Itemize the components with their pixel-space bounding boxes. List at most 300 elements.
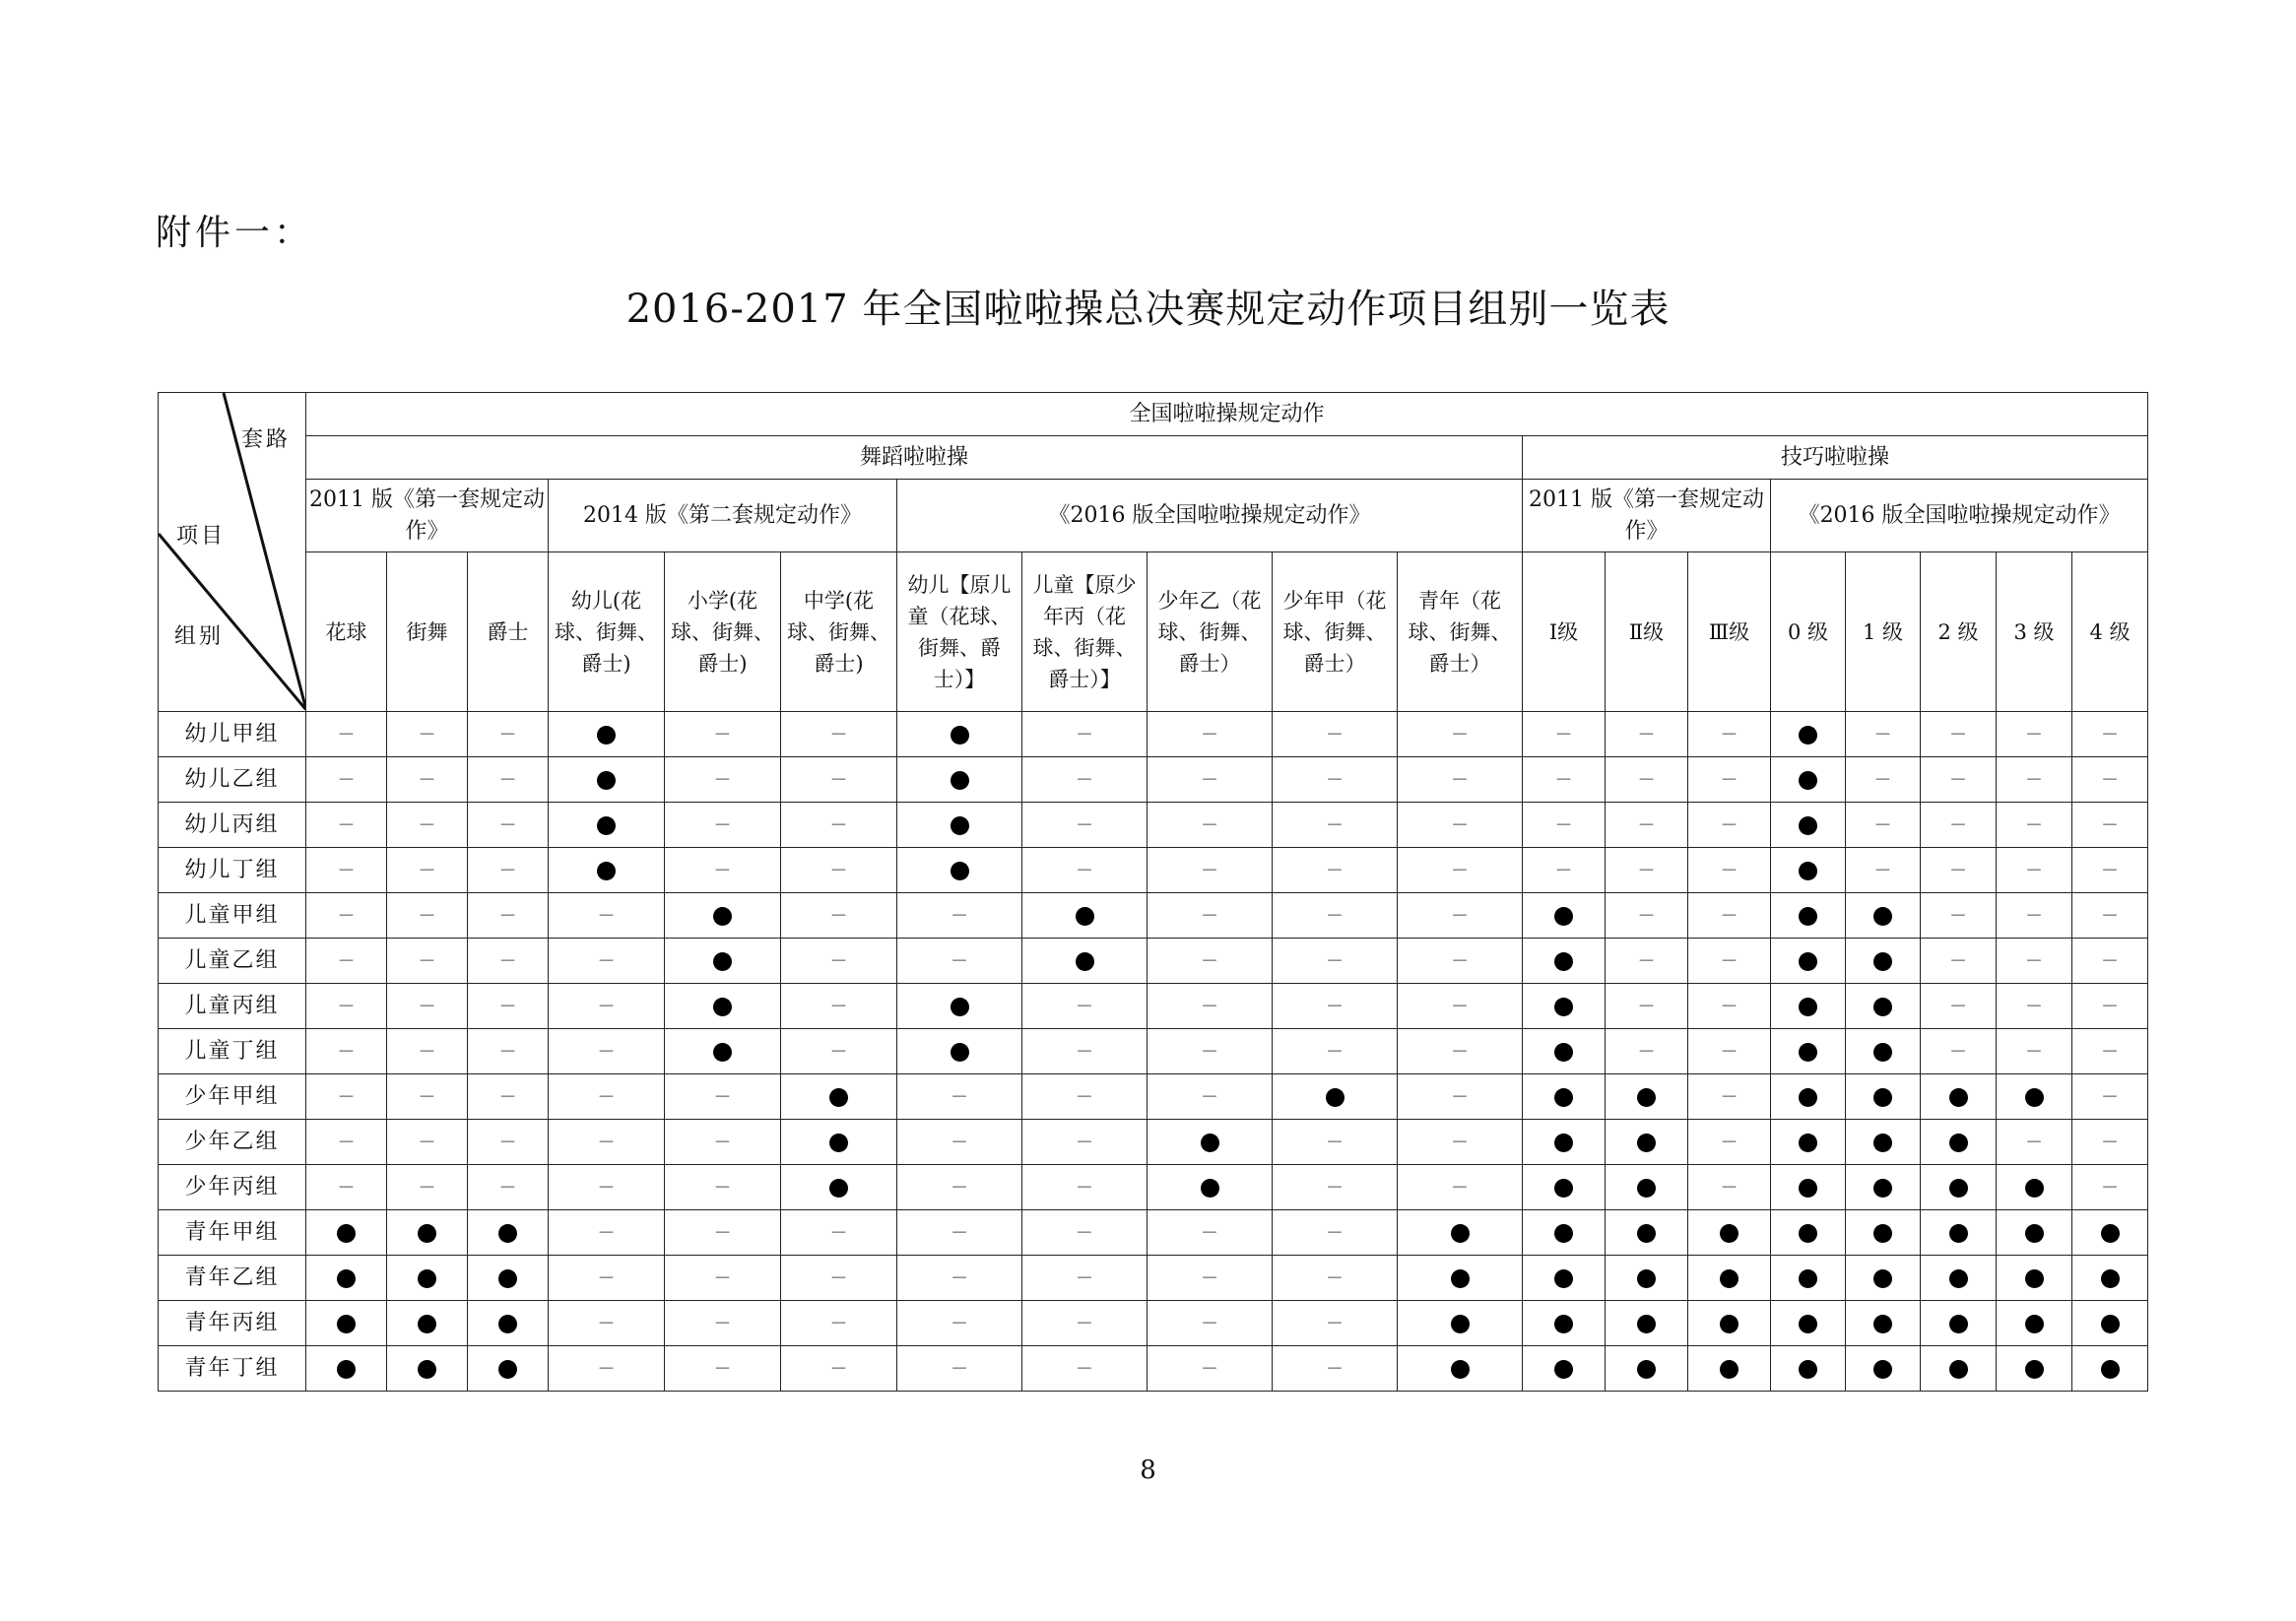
not-included-dash: － bbox=[1076, 1267, 1093, 1289]
table-cell bbox=[1997, 1301, 2072, 1346]
not-included-dash: － bbox=[829, 1358, 848, 1380]
not-included-dash: － bbox=[1873, 724, 1892, 746]
not-included-dash: － bbox=[2025, 769, 2043, 791]
not-included-dash: － bbox=[337, 814, 356, 836]
table-cell bbox=[1148, 757, 1273, 803]
table-cell bbox=[1688, 1165, 1771, 1210]
table-cell bbox=[1523, 803, 1606, 848]
not-included-dash: － bbox=[498, 905, 517, 927]
table-cell bbox=[1523, 1256, 1606, 1301]
table-cell bbox=[897, 1210, 1022, 1256]
table-cell bbox=[1771, 1346, 1846, 1392]
table-cell bbox=[1148, 1074, 1273, 1120]
table-cell bbox=[781, 757, 897, 803]
not-included-dash: － bbox=[1949, 905, 1967, 927]
table-cell bbox=[2072, 1301, 2148, 1346]
not-included-dash: － bbox=[1076, 1177, 1093, 1199]
table-cell bbox=[897, 984, 1022, 1029]
table-cell bbox=[2072, 1029, 2148, 1074]
table-row bbox=[159, 939, 2148, 984]
table-cell bbox=[468, 757, 549, 803]
included-dot-mark bbox=[1949, 1269, 1968, 1288]
header-skill-cheer: 技巧啦啦操 bbox=[1523, 436, 2148, 480]
not-included-dash: － bbox=[1949, 814, 1967, 836]
included-dot-mark bbox=[713, 998, 732, 1016]
table-cell bbox=[1273, 1165, 1398, 1210]
table-cell bbox=[1022, 984, 1148, 1029]
not-included-dash: － bbox=[1076, 1222, 1093, 1244]
table-cell bbox=[1273, 939, 1398, 984]
column-header-15: 0 级 bbox=[1771, 552, 1846, 712]
table-cell bbox=[1022, 848, 1148, 893]
not-included-dash: － bbox=[1076, 996, 1093, 1017]
row-group-label: 儿童甲组 bbox=[159, 893, 306, 939]
table-cell bbox=[665, 893, 781, 939]
column-header-17: 2 级 bbox=[1921, 552, 1997, 712]
table-cell bbox=[1688, 893, 1771, 939]
not-included-dash: － bbox=[418, 1177, 436, 1199]
included-dot-mark bbox=[2101, 1315, 2120, 1333]
included-dot-mark bbox=[1554, 1315, 1573, 1333]
table-cell bbox=[897, 848, 1022, 893]
not-included-dash: － bbox=[2101, 905, 2120, 927]
table-cell bbox=[1846, 757, 1921, 803]
table-cell bbox=[306, 939, 387, 984]
not-included-dash: － bbox=[1451, 1177, 1469, 1199]
table-cell bbox=[1022, 1120, 1148, 1165]
table-cell bbox=[1148, 1029, 1273, 1074]
header-dance-2016-edition: 《2016 版全国啦啦操规定动作》 bbox=[897, 480, 1523, 552]
not-included-dash: － bbox=[337, 724, 356, 746]
not-included-dash: － bbox=[1201, 996, 1218, 1017]
included-dot-mark bbox=[829, 1134, 848, 1152]
included-dot-mark bbox=[1451, 1315, 1470, 1333]
table-cell bbox=[549, 984, 665, 1029]
column-header-5: 小学(花球、街舞、爵士) bbox=[665, 552, 781, 712]
table-cell bbox=[1148, 1210, 1273, 1256]
table-cell bbox=[1398, 757, 1523, 803]
included-dot-mark bbox=[1799, 1269, 1817, 1288]
table-cell bbox=[1771, 1165, 1846, 1210]
included-dot-mark bbox=[1949, 1134, 1968, 1152]
row-group-label: 儿童乙组 bbox=[159, 939, 306, 984]
not-included-dash: － bbox=[1720, 950, 1738, 972]
not-included-dash: － bbox=[1637, 950, 1656, 972]
not-included-dash: － bbox=[1720, 1132, 1738, 1153]
included-dot-mark bbox=[1873, 998, 1892, 1016]
table-cell bbox=[1688, 757, 1771, 803]
included-dot-mark bbox=[1451, 1269, 1470, 1288]
included-dot-mark bbox=[597, 771, 616, 790]
row-group-label: 青年乙组 bbox=[159, 1256, 306, 1301]
included-dot-mark bbox=[1799, 1224, 1817, 1243]
not-included-dash: － bbox=[418, 1086, 436, 1108]
not-included-dash: － bbox=[1720, 996, 1738, 1017]
table-cell bbox=[306, 1029, 387, 1074]
not-included-dash: － bbox=[829, 860, 848, 881]
not-included-dash: － bbox=[498, 860, 517, 881]
table-cell bbox=[1688, 803, 1771, 848]
included-dot-mark bbox=[1799, 1179, 1817, 1198]
header-national-mandatory: 全国啦啦操规定动作 bbox=[306, 393, 2148, 436]
included-dot-mark bbox=[1873, 907, 1892, 926]
not-included-dash: － bbox=[1326, 950, 1344, 972]
included-dot-mark bbox=[1873, 1315, 1892, 1333]
table-cell bbox=[1398, 712, 1523, 757]
not-included-dash: － bbox=[418, 996, 436, 1017]
included-dot-mark bbox=[1873, 1088, 1892, 1107]
row-group-label: 少年甲组 bbox=[159, 1074, 306, 1120]
not-included-dash: － bbox=[597, 996, 616, 1017]
not-included-dash: － bbox=[597, 1358, 616, 1380]
table-cell bbox=[1997, 848, 2072, 893]
not-included-dash: － bbox=[337, 1177, 356, 1199]
header-dance-cheer: 舞蹈啦啦操 bbox=[306, 436, 1523, 480]
table-cell bbox=[387, 1120, 468, 1165]
table-cell bbox=[549, 757, 665, 803]
included-dot-mark bbox=[1949, 1315, 1968, 1333]
table-cell bbox=[306, 1074, 387, 1120]
not-included-dash: － bbox=[829, 1222, 848, 1244]
table-cell bbox=[1523, 712, 1606, 757]
table-cell bbox=[549, 803, 665, 848]
included-dot-mark bbox=[1076, 907, 1094, 926]
table-cell bbox=[1688, 939, 1771, 984]
table-cell bbox=[387, 1165, 468, 1210]
not-included-dash: － bbox=[1637, 814, 1656, 836]
not-included-dash: － bbox=[713, 814, 732, 836]
table-cell bbox=[549, 1029, 665, 1074]
not-included-dash: － bbox=[498, 769, 517, 791]
table-cell bbox=[1846, 939, 1921, 984]
included-dot-mark bbox=[337, 1315, 356, 1333]
included-dot-mark bbox=[1720, 1360, 1738, 1379]
header-skill-2016-edition: 《2016 版全国啦啦操规定动作》 bbox=[1771, 480, 2148, 552]
table-cell bbox=[665, 1301, 781, 1346]
column-header-3: 爵士 bbox=[468, 552, 549, 712]
table-cell bbox=[1606, 1301, 1688, 1346]
table-cell bbox=[1273, 848, 1398, 893]
table-cell bbox=[1688, 1029, 1771, 1074]
table-cell bbox=[1148, 1165, 1273, 1210]
included-dot-mark bbox=[1799, 726, 1817, 745]
included-dot-mark bbox=[337, 1360, 356, 1379]
table-cell bbox=[1921, 1301, 1997, 1346]
not-included-dash: － bbox=[1637, 860, 1656, 881]
not-included-dash: － bbox=[1554, 769, 1573, 791]
table-row bbox=[159, 1210, 2148, 1256]
not-included-dash: － bbox=[829, 1267, 848, 1289]
table-cell bbox=[1771, 1029, 1846, 1074]
not-included-dash: － bbox=[1326, 1132, 1344, 1153]
table-cell bbox=[387, 1301, 468, 1346]
not-included-dash: － bbox=[1326, 996, 1344, 1017]
not-included-dash: － bbox=[829, 724, 848, 746]
not-included-dash: － bbox=[2025, 860, 2043, 881]
table-cell bbox=[1398, 1074, 1523, 1120]
included-dot-mark bbox=[1554, 1134, 1573, 1152]
included-dot-mark bbox=[1554, 1224, 1573, 1243]
not-included-dash: － bbox=[951, 1358, 968, 1380]
not-included-dash: － bbox=[337, 950, 356, 972]
table-cell bbox=[1606, 1120, 1688, 1165]
not-included-dash: － bbox=[1326, 814, 1344, 836]
included-dot-mark bbox=[1799, 771, 1817, 790]
not-included-dash: － bbox=[2025, 996, 2043, 1017]
included-dot-mark bbox=[951, 998, 969, 1016]
table-cell bbox=[1921, 939, 1997, 984]
not-included-dash: － bbox=[418, 1132, 436, 1153]
included-dot-mark bbox=[2025, 1179, 2044, 1198]
table-cell bbox=[306, 1346, 387, 1392]
not-included-dash: － bbox=[337, 860, 356, 881]
table-cell bbox=[1997, 1120, 2072, 1165]
table-cell bbox=[1022, 1029, 1148, 1074]
table-cell bbox=[1022, 803, 1148, 848]
table-cell bbox=[1148, 803, 1273, 848]
included-dot-mark bbox=[1949, 1224, 1968, 1243]
not-included-dash: － bbox=[597, 1041, 616, 1063]
not-included-dash: － bbox=[829, 814, 848, 836]
table-cell bbox=[1606, 1210, 1688, 1256]
table-cell bbox=[665, 1210, 781, 1256]
table-cell bbox=[897, 712, 1022, 757]
table-cell bbox=[781, 1210, 897, 1256]
table-cell bbox=[2072, 939, 2148, 984]
not-included-dash: － bbox=[597, 1132, 616, 1153]
table-cell bbox=[1022, 1256, 1148, 1301]
not-included-dash: － bbox=[951, 1267, 968, 1289]
table-cell bbox=[1606, 893, 1688, 939]
not-included-dash: － bbox=[1201, 950, 1218, 972]
table-cell bbox=[1846, 712, 1921, 757]
not-included-dash: － bbox=[418, 860, 436, 881]
row-group-label: 少年丙组 bbox=[159, 1165, 306, 1210]
row-group-label: 青年甲组 bbox=[159, 1210, 306, 1256]
table-cell bbox=[1022, 712, 1148, 757]
not-included-dash: － bbox=[1076, 814, 1093, 836]
not-included-dash: － bbox=[1554, 860, 1573, 881]
table-cell bbox=[1148, 939, 1273, 984]
not-included-dash: － bbox=[418, 814, 436, 836]
not-included-dash: － bbox=[418, 1041, 436, 1063]
table-cell bbox=[665, 1346, 781, 1392]
not-included-dash: － bbox=[1720, 1041, 1738, 1063]
not-included-dash: － bbox=[1720, 1086, 1738, 1108]
table-cell bbox=[1523, 1346, 1606, 1392]
table-cell bbox=[1997, 1346, 2072, 1392]
table-cell bbox=[1273, 712, 1398, 757]
table-cell bbox=[665, 1256, 781, 1301]
table-cell bbox=[1022, 757, 1148, 803]
table-cell bbox=[387, 1074, 468, 1120]
not-included-dash: － bbox=[713, 1086, 732, 1108]
table-row bbox=[159, 1301, 2148, 1346]
table-cell bbox=[781, 712, 897, 757]
table-cell bbox=[1921, 984, 1997, 1029]
corner-label-group: 组别 bbox=[174, 624, 225, 649]
not-included-dash: － bbox=[2025, 1132, 2043, 1153]
not-included-dash: － bbox=[951, 1313, 968, 1334]
included-dot-mark bbox=[1873, 1179, 1892, 1198]
table-cell bbox=[306, 984, 387, 1029]
table-cell bbox=[781, 893, 897, 939]
not-included-dash: － bbox=[829, 905, 848, 927]
not-included-dash: － bbox=[1326, 1177, 1344, 1199]
table-cell bbox=[1022, 1074, 1148, 1120]
table-cell bbox=[665, 803, 781, 848]
included-dot-mark bbox=[2025, 1224, 2044, 1243]
row-group-label: 青年丁组 bbox=[159, 1346, 306, 1392]
table-cell bbox=[1148, 1346, 1273, 1392]
table-cell bbox=[1688, 1346, 1771, 1392]
table-cell bbox=[1398, 1346, 1523, 1392]
table-cell bbox=[549, 1210, 665, 1256]
column-header-11: 青年（花球、街舞、爵士） bbox=[1398, 552, 1523, 712]
event-group-table bbox=[158, 392, 2148, 1392]
not-included-dash: － bbox=[1326, 1313, 1344, 1334]
not-included-dash: － bbox=[1451, 769, 1469, 791]
not-included-dash: － bbox=[829, 1041, 848, 1063]
table-cell bbox=[1523, 1210, 1606, 1256]
table-cell bbox=[2072, 757, 2148, 803]
table-cell bbox=[387, 712, 468, 757]
not-included-dash: － bbox=[1076, 1358, 1093, 1380]
attachment-label: 附件一： bbox=[156, 213, 314, 253]
table-cell bbox=[1523, 1120, 1606, 1165]
not-included-dash: － bbox=[1326, 1358, 1344, 1380]
table-cell bbox=[1921, 1210, 1997, 1256]
table-cell bbox=[1523, 1301, 1606, 1346]
not-included-dash: － bbox=[337, 769, 356, 791]
included-dot-mark bbox=[1873, 952, 1892, 971]
table-cell bbox=[387, 757, 468, 803]
included-dot-mark bbox=[829, 1179, 848, 1198]
included-dot-mark bbox=[1637, 1179, 1656, 1198]
header-dance-2011-edition: 2011 版《第一套规定动作》 bbox=[306, 480, 549, 552]
included-dot-mark bbox=[1799, 998, 1817, 1016]
table-cell bbox=[1523, 1029, 1606, 1074]
included-dot-mark bbox=[498, 1315, 517, 1333]
table-cell bbox=[1148, 1256, 1273, 1301]
table-cell bbox=[387, 848, 468, 893]
table-cell bbox=[1846, 984, 1921, 1029]
row-group-label: 幼儿丙组 bbox=[159, 803, 306, 848]
not-included-dash: － bbox=[1720, 860, 1738, 881]
not-included-dash: － bbox=[1201, 724, 1218, 746]
table-cell bbox=[1846, 848, 1921, 893]
column-header-6: 中学(花球、街舞、爵士) bbox=[781, 552, 897, 712]
table-cell bbox=[897, 803, 1022, 848]
not-included-dash: － bbox=[1076, 1086, 1093, 1108]
included-dot-mark bbox=[951, 1043, 969, 1062]
table-cell bbox=[665, 1120, 781, 1165]
not-included-dash: － bbox=[2101, 996, 2120, 1017]
table-row bbox=[159, 984, 2148, 1029]
not-included-dash: － bbox=[1201, 1358, 1218, 1380]
table-cell bbox=[1921, 1256, 1997, 1301]
included-dot-mark bbox=[418, 1315, 436, 1333]
table-cell bbox=[1398, 1301, 1523, 1346]
not-included-dash: － bbox=[951, 1132, 968, 1153]
table-cell bbox=[1398, 1165, 1523, 1210]
not-included-dash: － bbox=[1451, 905, 1469, 927]
not-included-dash: － bbox=[1076, 1313, 1093, 1334]
table-cell bbox=[306, 712, 387, 757]
not-included-dash: － bbox=[2101, 769, 2120, 791]
not-included-dash: － bbox=[337, 1086, 356, 1108]
table-cell bbox=[665, 1165, 781, 1210]
table-cell bbox=[1846, 1074, 1921, 1120]
table-cell bbox=[468, 939, 549, 984]
included-dot-mark bbox=[1720, 1269, 1738, 1288]
included-dot-mark bbox=[1799, 907, 1817, 926]
table-cell bbox=[549, 1165, 665, 1210]
not-included-dash: － bbox=[1720, 769, 1738, 791]
table-cell bbox=[468, 803, 549, 848]
table-cell bbox=[1921, 848, 1997, 893]
column-header-13: Ⅱ级 bbox=[1606, 552, 1688, 712]
not-included-dash: － bbox=[498, 1041, 517, 1063]
table-cell bbox=[1273, 1074, 1398, 1120]
not-included-dash: － bbox=[337, 1132, 356, 1153]
table-cell bbox=[1846, 1301, 1921, 1346]
table-cell bbox=[1771, 939, 1846, 984]
table-cell bbox=[665, 1029, 781, 1074]
not-included-dash: － bbox=[2101, 1177, 2120, 1199]
not-included-dash: － bbox=[2101, 724, 2120, 746]
table-cell bbox=[1771, 1210, 1846, 1256]
not-included-dash: － bbox=[1949, 996, 1967, 1017]
table-cell bbox=[1523, 893, 1606, 939]
column-header-4: 幼儿(花球、街舞、爵士) bbox=[549, 552, 665, 712]
included-dot-mark bbox=[2025, 1269, 2044, 1288]
table-cell bbox=[1921, 893, 1997, 939]
table-cell bbox=[1398, 1256, 1523, 1301]
table-cell bbox=[1148, 1120, 1273, 1165]
table-row bbox=[159, 1346, 2148, 1392]
table-cell bbox=[1846, 803, 1921, 848]
not-included-dash: － bbox=[829, 996, 848, 1017]
not-included-dash: － bbox=[1637, 905, 1656, 927]
not-included-dash: － bbox=[498, 724, 517, 746]
table-cell bbox=[468, 1029, 549, 1074]
table-cell bbox=[387, 803, 468, 848]
included-dot-mark bbox=[337, 1269, 356, 1288]
column-header-18: 3 级 bbox=[1997, 552, 2072, 712]
table-cell bbox=[1606, 984, 1688, 1029]
table-cell bbox=[306, 1120, 387, 1165]
included-dot-mark bbox=[1201, 1179, 1219, 1198]
table-cell bbox=[387, 1210, 468, 1256]
table-cell bbox=[897, 1120, 1022, 1165]
table-cell bbox=[1273, 1029, 1398, 1074]
table-cell bbox=[781, 1301, 897, 1346]
table-cell bbox=[1523, 848, 1606, 893]
table-row bbox=[159, 1029, 2148, 1074]
not-included-dash: － bbox=[1873, 814, 1892, 836]
table-cell bbox=[1606, 1256, 1688, 1301]
not-included-dash: － bbox=[498, 814, 517, 836]
included-dot-mark bbox=[1720, 1224, 1738, 1243]
table-cell bbox=[306, 893, 387, 939]
table-cell bbox=[2072, 712, 2148, 757]
corner-label-item: 项目 bbox=[176, 524, 227, 549]
not-included-dash: － bbox=[2025, 1041, 2043, 1063]
included-dot-mark bbox=[1637, 1224, 1656, 1243]
table-cell bbox=[468, 1074, 549, 1120]
row-group-label: 幼儿乙组 bbox=[159, 757, 306, 803]
